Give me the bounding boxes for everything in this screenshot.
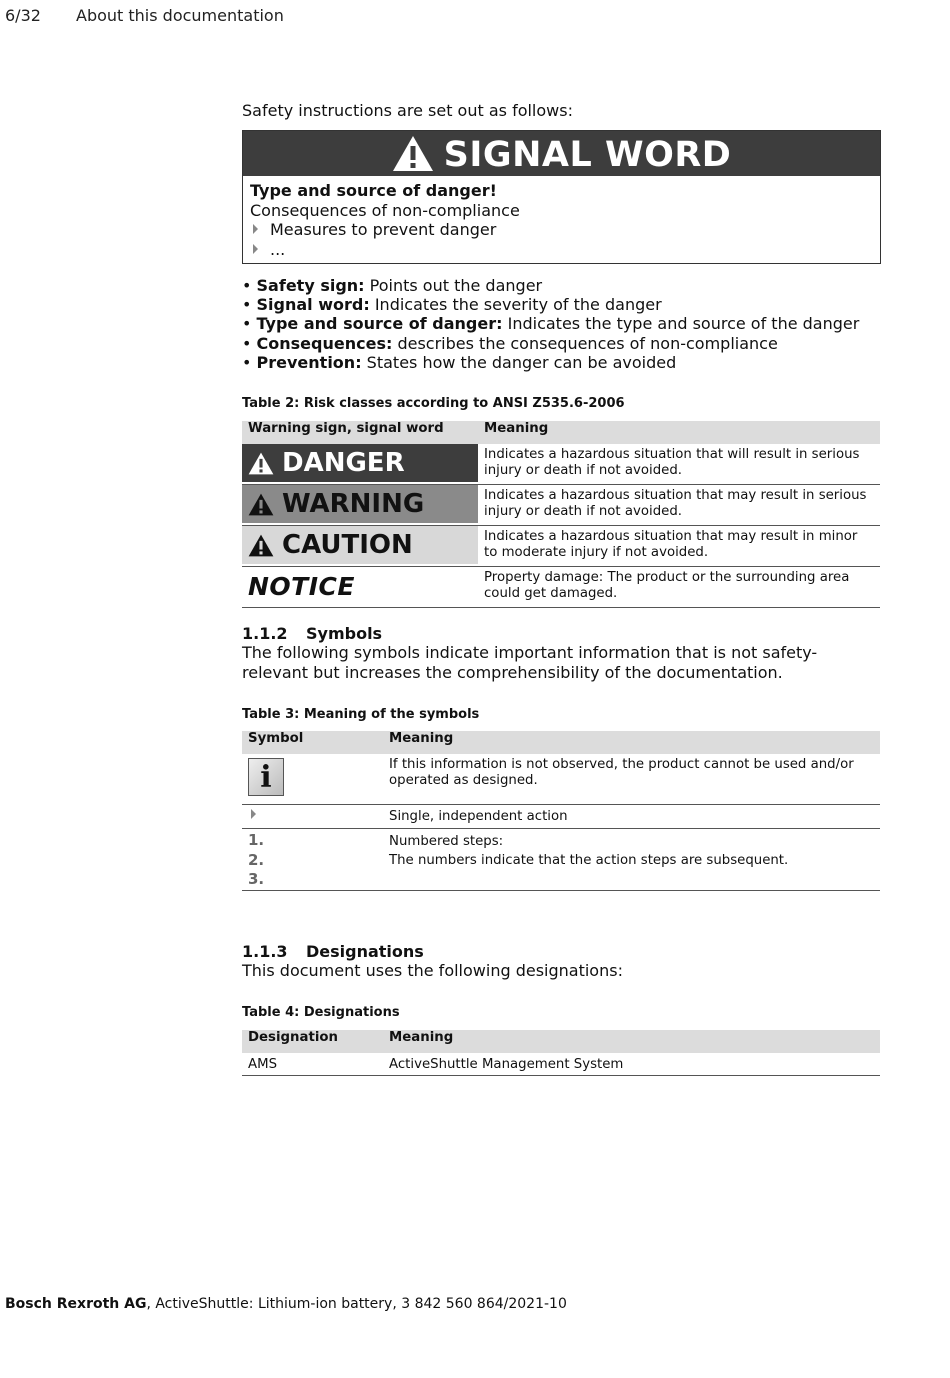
more-line bbox=[250, 240, 873, 260]
signal-word-box bbox=[242, 130, 881, 264]
table2-caption: Table 2: Risk classes according to ANSI Z535.6-2006 bbox=[242, 396, 625, 411]
meaning-cell: ActiveShuttle Management System bbox=[383, 1053, 880, 1076]
signal-word: WARNING bbox=[282, 489, 425, 519]
sign-cell bbox=[242, 526, 478, 567]
play-arrow-icon bbox=[253, 224, 258, 234]
table3-caption: Table 3: Meaning of the symbols bbox=[242, 707, 480, 722]
danger-sign bbox=[242, 444, 478, 482]
signal-word-bar bbox=[243, 131, 880, 176]
bullet-term: Safety sign: bbox=[256, 276, 365, 295]
table-header-row bbox=[242, 1030, 880, 1053]
section-title: Designations bbox=[306, 942, 424, 961]
footer-company: Bosch Rexroth AG bbox=[5, 1296, 147, 1312]
signal-word: DANGER bbox=[282, 448, 405, 478]
table-header: Symbol bbox=[242, 731, 383, 754]
table-row bbox=[242, 485, 880, 526]
signal-box-body bbox=[243, 176, 880, 264]
section-heading bbox=[242, 942, 424, 961]
signal-word: CAUTION bbox=[282, 530, 413, 560]
symbol-cell bbox=[242, 805, 383, 829]
meaning-cell: Indicates a hazardous situation that will result in serious injury or death if not avoided. bbox=[478, 444, 880, 485]
table-row bbox=[242, 567, 880, 608]
designations-table bbox=[242, 1030, 880, 1076]
steps-line: Numbered steps: bbox=[389, 834, 504, 849]
meaning-cell: Property damage: The product or the surrounding area could get damaged. bbox=[478, 567, 880, 608]
table-header: Meaning bbox=[383, 1030, 880, 1053]
measure-line bbox=[250, 220, 873, 240]
table-row bbox=[242, 805, 880, 829]
table-row bbox=[242, 526, 880, 567]
step-number: 1. bbox=[248, 831, 265, 849]
bullet-term: Prevention: bbox=[256, 352, 362, 372]
more-text: ... bbox=[270, 239, 286, 259]
list-item: • Consequences: describes the consequences of non-compliance bbox=[242, 333, 778, 353]
table-header: Warning sign, signal word bbox=[242, 421, 478, 444]
page-footer bbox=[5, 1296, 567, 1312]
table-row bbox=[242, 829, 880, 891]
warning-triangle-icon bbox=[392, 135, 434, 172]
warning-triangle-icon bbox=[248, 493, 274, 516]
bullet-term: Consequences: bbox=[256, 333, 393, 353]
section-text: The following symbols indicate important information that is not safety-relevant but increases the comprehensibility of the documentation. bbox=[242, 643, 818, 682]
list-item: • Signal word: Indicates the severity of the danger bbox=[242, 295, 662, 315]
meaning-cell: Single, independent action bbox=[383, 805, 880, 829]
bullet-text: Points out the danger bbox=[364, 276, 543, 295]
bullet-text: Indicates the severity of the danger bbox=[369, 295, 662, 315]
page-number: 6/32 bbox=[5, 6, 41, 25]
step-number: 3. bbox=[248, 870, 265, 888]
signal-word: NOTICE bbox=[248, 571, 355, 601]
list-item: • Type and source of danger: Indicates the type and source of the danger bbox=[242, 314, 860, 334]
bullet-text: describes the consequences of non-compliance bbox=[392, 333, 778, 353]
signal-word: SIGNAL WORD bbox=[443, 135, 732, 175]
intro-text: Safety instructions are set out as follows: bbox=[242, 101, 573, 120]
steps-line: The numbers indicate that the action steps are subsequent. bbox=[389, 853, 789, 868]
meaning-cell: Indicates a hazardous situation that may result in minor to moderate injury if not avoided. bbox=[478, 526, 880, 567]
caution-sign bbox=[242, 526, 478, 564]
section-text: This document uses the following designations: bbox=[242, 961, 623, 980]
table-row bbox=[242, 1053, 880, 1076]
warning-sign bbox=[242, 485, 478, 523]
table-header: Designation bbox=[242, 1030, 383, 1053]
meaning-cell bbox=[383, 829, 880, 891]
list-item: • Prevention: States how the danger can be avoided bbox=[242, 352, 677, 372]
symbol-cell bbox=[242, 754, 383, 805]
symbols-table bbox=[242, 731, 880, 891]
meaning-cell: If this information is not observed, the product cannot be used and/or operated as designed. bbox=[383, 754, 880, 805]
type-source-line: Type and source of danger! bbox=[250, 181, 497, 200]
table-header: Meaning bbox=[478, 421, 880, 444]
bullet-text: Indicates the type and source of the danger bbox=[502, 314, 860, 334]
sign-cell bbox=[242, 567, 478, 608]
measure-text: Measures to prevent danger bbox=[270, 220, 497, 239]
bullet-list bbox=[242, 276, 859, 372]
footer-text: , ActiveShuttle: Lithium-ion battery, 3 842 560 864/2021-10 bbox=[146, 1296, 567, 1312]
step-numbers bbox=[248, 829, 377, 890]
meaning-cell: Indicates a hazardous situation that may result in serious injury or death if not avoided. bbox=[478, 485, 880, 526]
sign-cell bbox=[242, 444, 478, 485]
warning-triangle-icon bbox=[248, 534, 274, 557]
table4-caption: Table 4: Designations bbox=[242, 1005, 400, 1020]
info-icon: i bbox=[248, 758, 284, 796]
notice-sign bbox=[242, 567, 478, 605]
designation-cell: AMS bbox=[242, 1053, 383, 1076]
play-arrow-icon bbox=[251, 809, 256, 819]
bullet-term: Type and source of danger: bbox=[256, 314, 503, 334]
warning-triangle-icon bbox=[248, 452, 274, 475]
page-header bbox=[5, 6, 284, 25]
table-row bbox=[242, 754, 880, 805]
list-item: • Safety sign: Points out the danger bbox=[242, 276, 543, 295]
consequences-line: Consequences of non-compliance bbox=[250, 200, 520, 220]
section-title: Symbols bbox=[306, 624, 383, 643]
section-title: About this documentation bbox=[76, 6, 284, 25]
play-arrow-icon bbox=[253, 244, 258, 254]
section-number: 1.1.2 bbox=[242, 624, 288, 643]
risk-classes-table bbox=[242, 421, 880, 608]
symbol-cell bbox=[242, 829, 383, 891]
table-row bbox=[242, 444, 880, 485]
section-heading bbox=[242, 624, 382, 643]
table-header: Meaning bbox=[383, 731, 880, 754]
section-number: 1.1.3 bbox=[242, 942, 288, 961]
table-header-row bbox=[242, 421, 880, 444]
sign-cell bbox=[242, 485, 478, 526]
bullet-term: Signal word: bbox=[256, 295, 370, 315]
step-number: 2. bbox=[248, 850, 265, 869]
bullet-text: States how the danger can be avoided bbox=[361, 352, 677, 372]
table-header-row bbox=[242, 731, 880, 754]
